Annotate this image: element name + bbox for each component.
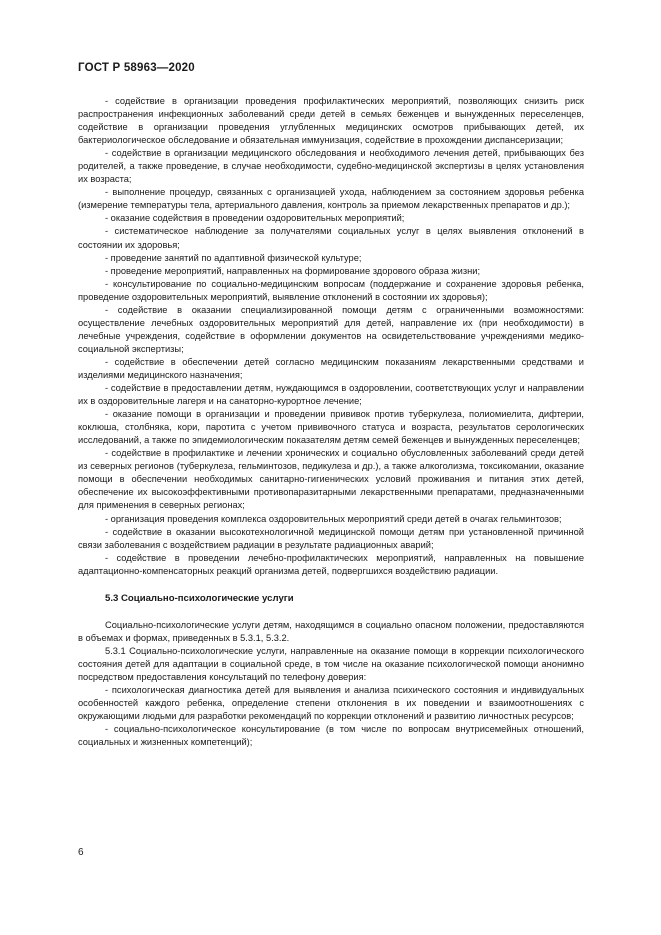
list-item: - проведение мероприятий, направленных на формирование здорового образа жизни; xyxy=(105,265,481,276)
document-body xyxy=(78,95,584,749)
list-item: - содействие в предоставлении детям, нуждающимся в оздоровлении, соответствующих услуг и направлении их в оздоровительные лагеря и на санаторно-курортное лечение; xyxy=(78,383,584,407)
subsection-text: 5.3.1 Социально-психологические услуги, направленные на оказание помощи в коррекции психологического состояния детей для адаптации в социальной среде, в том числе на оказание психологической помощи анонимно посредством предоставления консультаций по телефону доверия: xyxy=(78,645,584,682)
list-item: - организация проведения комплекса оздоровительных мероприятий среди детей в очагах гельминтозов; xyxy=(105,513,562,524)
list-item: - оказание содействия в проведении оздоровительных мероприятий; xyxy=(105,213,405,224)
list-item: - выполнение процедур, связанных с организацией ухода, наблюдением за состоянием здоровья ребенка (измерение температуры тела, артериального давления, контроль за приемом лекарственных препаратов и др.); xyxy=(78,187,584,211)
section-heading: 5.3 Социально-психологические услуги xyxy=(105,592,294,604)
list-item: - оказание помощи в организации и проведении прививок против туберкулеза, полиомиелита, дифтерии, коклюша, столбняка, кори, паротита с учетом прививочного статуса и возраста, результатов серологических исследований, а также по эпидемиологическим показателям детям семей беженцев и вынужденных переселенцев; xyxy=(78,409,584,446)
standard-header: ГОСТ Р 58963—2020 xyxy=(78,62,195,74)
list-item: - содействие в организации проведения профилактических мероприятий, позволяющих снизить риск распространения инфекционных заболеваний среди детей в семьях беженцев и вынужденных переселенцев, содействие в организации проведения углубленных медицинских осмотров прибывающих детей, их бактериологическое обследование и обязательная иммунизация, содействие в прохождении диспансеризации; xyxy=(78,96,584,146)
list-item: - психологическая диагностика детей для выявления и анализа психического состояния и индивидуальных особенностей каждого ребенка, определение степени отклонения в их поведении и взаимоотношениях с окружающими людьми для разработки рекомендаций по коррекции отклонений и развитию личностных ресурсов; xyxy=(78,685,584,722)
list-item: - консультирование по социально-медицинским вопросам (поддержание и сохранение здоровья ребенка, проведение оздоровительных мероприятий, выявление отклонений в состоянии их здоровья); xyxy=(78,278,584,302)
page-number: 6 xyxy=(78,847,84,858)
list-item: - систематическое наблюдение за получателями социальных услуг в целях выявления отклонений в состоянии их здоровья; xyxy=(78,226,584,250)
list-item: - содействие в оказании специализированной помощи детям с ограниченными возможностями: осуществление лечебных оздоровительных мероприятий для детей, направление их (при необходимости) в лечебные учреждения, содействие в оформлении документов на освидетельствование учреждениями медико-социальной экспертизы; xyxy=(78,304,584,354)
list-item: - содействие в профилактике и лечении хронических и социально обусловленных заболеваний среди детей из северных регионов (туберкулеза, гельминтозов, педикулеза и др.), а также алкоголизма, токсикомании, оказание помощи в обеспечении необходимых санитарно-гигиенических условий проживания и питания этих детей, обеспечение их высокоэффективными противопаразитарными лекарственными препаратами, предназначенными для применения в северных регионах; xyxy=(78,448,584,511)
list-item: - проведение занятий по адаптивной физической культуре; xyxy=(105,252,362,263)
section-intro: Социально-психологические услуги детям, находящимся в социально опасном положении, предоставляются в объемах и формах, приведенных в 5.3.1, 5.3.2. xyxy=(78,619,584,643)
list-item: - содействие в оказании высокотехнологичной медицинской помощи детям при установленной причинной связи заболевания с воздействием радиации в результате радиационных аварий; xyxy=(78,526,584,550)
list-item: - содействие в обеспечении детей согласно медицинским показаниям лекарственными средствами и изделиями медицинского назначения; xyxy=(78,356,584,380)
list-item: - содействие в организации медицинского обследования и необходимого лечения детей, прибывающих без родителей, а также проведение, в случае необходимости, судебно-медицинской экспертизы в целях установления их возраста; xyxy=(78,148,584,185)
list-item: - содействие в проведении лечебно-профилактических мероприятий, направленных на повышение адаптационно-компенсаторных реакций организма детей, подвергшихся воздействию радиации. xyxy=(78,552,584,576)
list-item: - социально-психологическое консультирование (в том числе по вопросам внутрисемейных отношений, социальных и жизненных компетенций); xyxy=(78,724,584,748)
